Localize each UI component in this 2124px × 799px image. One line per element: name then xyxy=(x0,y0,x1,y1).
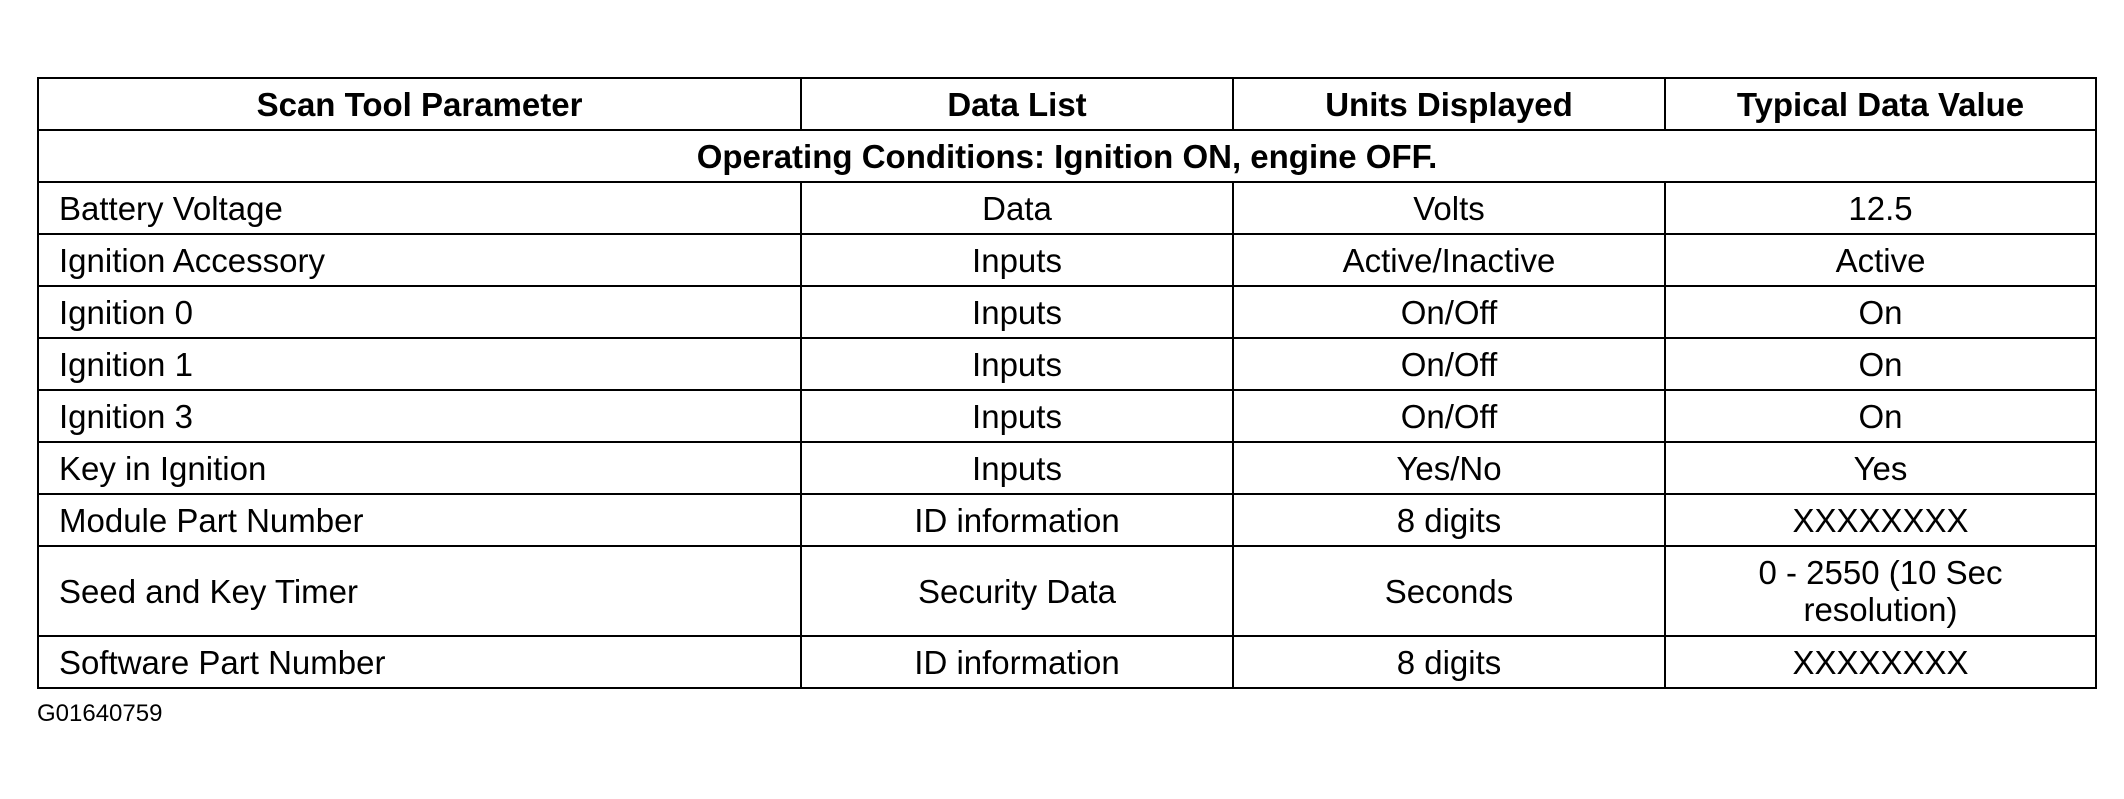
typical-value-cell: XXXXXXXX xyxy=(1665,494,2096,546)
units-cell: On/Off xyxy=(1233,338,1665,390)
header-typical-data-value: Typical Data Value xyxy=(1665,78,2096,130)
data-list-cell: Inputs xyxy=(801,390,1233,442)
units-cell: 8 digits xyxy=(1233,494,1665,546)
parameter-cell: Module Part Number xyxy=(38,494,801,546)
scan-tool-data-table xyxy=(37,77,2097,689)
table-row xyxy=(38,338,2096,390)
table-header-row xyxy=(38,78,2096,130)
units-cell: On/Off xyxy=(1233,286,1665,338)
data-list-cell: ID information xyxy=(801,636,1233,688)
operating-conditions-cell: Operating Conditions: Ignition ON, engine OFF. xyxy=(38,130,2096,182)
units-cell: On/Off xyxy=(1233,390,1665,442)
units-cell: Active/Inactive xyxy=(1233,234,1665,286)
typical-value-cell: XXXXXXXX xyxy=(1665,636,2096,688)
parameter-cell: Battery Voltage xyxy=(38,182,801,234)
scan-tool-table-container xyxy=(37,77,2095,689)
units-cell: Volts xyxy=(1233,182,1665,234)
data-list-cell: Data xyxy=(801,182,1233,234)
header-data-list: Data List xyxy=(801,78,1233,130)
parameter-cell: Ignition 0 xyxy=(38,286,801,338)
typical-value-cell: On xyxy=(1665,286,2096,338)
units-cell: Yes/No xyxy=(1233,442,1665,494)
typical-value-cell: 0 - 2550 (10 Sec resolution) xyxy=(1665,546,2096,636)
typical-value-cell: On xyxy=(1665,390,2096,442)
typical-value-cell: 12.5 xyxy=(1665,182,2096,234)
data-list-cell: Inputs xyxy=(801,234,1233,286)
header-scan-tool-parameter: Scan Tool Parameter xyxy=(38,78,801,130)
units-cell: 8 digits xyxy=(1233,636,1665,688)
table-row xyxy=(38,286,2096,338)
table-row xyxy=(38,390,2096,442)
table-row xyxy=(38,546,2096,636)
table-row xyxy=(38,234,2096,286)
parameter-cell: Key in Ignition xyxy=(38,442,801,494)
parameter-cell: Software Part Number xyxy=(38,636,801,688)
typical-value-cell: Yes xyxy=(1665,442,2096,494)
table-row xyxy=(38,636,2096,688)
data-list-cell: ID information xyxy=(801,494,1233,546)
data-list-cell: Inputs xyxy=(801,286,1233,338)
figure-id-label: G01640759 xyxy=(37,700,163,727)
header-units-displayed: Units Displayed xyxy=(1233,78,1665,130)
table-row xyxy=(38,182,2096,234)
data-list-cell: Inputs xyxy=(801,442,1233,494)
typical-value-cell: Active xyxy=(1665,234,2096,286)
data-list-cell: Inputs xyxy=(801,338,1233,390)
table-row xyxy=(38,494,2096,546)
parameter-cell: Ignition 3 xyxy=(38,390,801,442)
table-row xyxy=(38,442,2096,494)
operating-conditions-row xyxy=(38,130,2096,182)
data-list-cell: Security Data xyxy=(801,546,1233,636)
parameter-cell: Ignition Accessory xyxy=(38,234,801,286)
typical-value-cell: On xyxy=(1665,338,2096,390)
parameter-cell: Seed and Key Timer xyxy=(38,546,801,636)
units-cell: Seconds xyxy=(1233,546,1665,636)
parameter-cell: Ignition 1 xyxy=(38,338,801,390)
